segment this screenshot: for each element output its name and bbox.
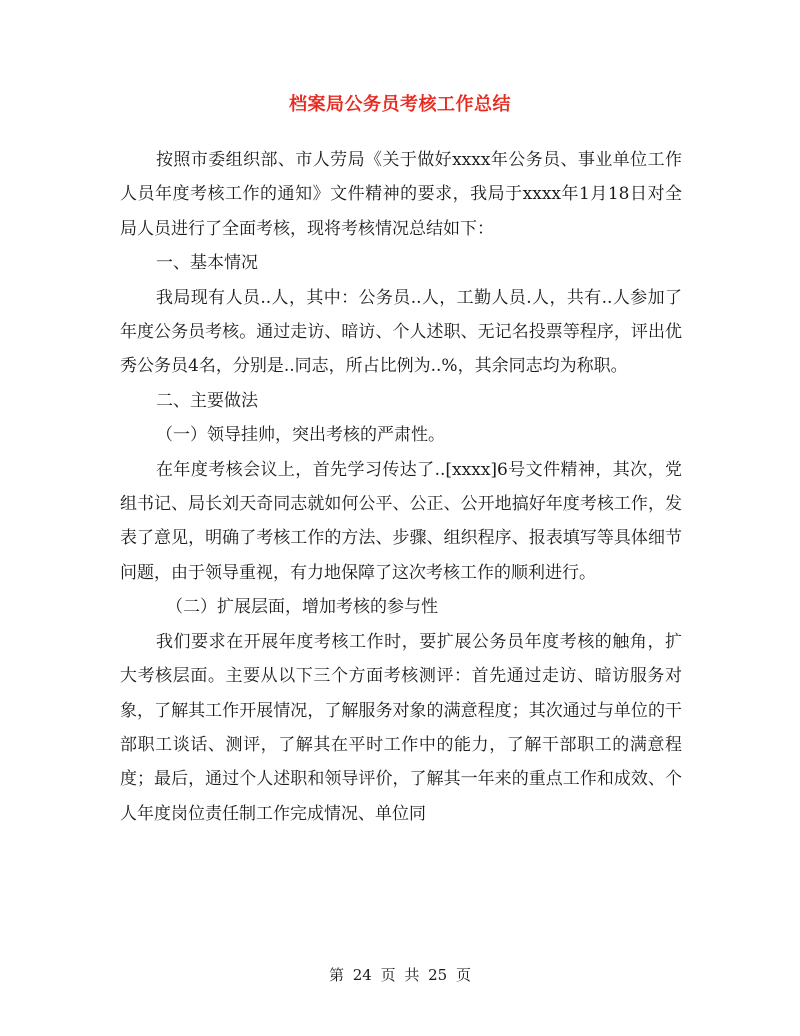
intro-paragraph: 按照市委组织部、市人劳局《关于做好xxxx年公务员、事业单位工作人员年度考核工作的通知》文件精神的要求，我局于xxxx年1月18日对全局人员进行了全面考核，现将考核情况总结如下： — [120, 150, 682, 239]
subsection-heading-expand-scope: （二）扩展层面，增加考核的参与性 — [166, 597, 438, 618]
section-heading-main-practices: 二、主要做法 — [156, 390, 258, 411]
expand-scope-paragraph: 我们要求在开展年度考核工作时，要扩展公务员年度考核的触角，扩大考核层面。主要从以下三个方面考核测评：首先通过走访、暗访服务对象，了解其工作开展情况，了解服务对象的满意程度；其次通过与单位的干部职工谈话、测评，了解其在平时工作中的能力，了解干部职工的满意程度；最后，通过个人述职和领导评价，了解其一年来的重点工作和成效、个人年度岗位责任制工作完成情况、单位同 — [120, 631, 682, 824]
page-number-footer: 第 24 页 共 25 页 — [328, 966, 471, 984]
leadership-paragraph: 在年度考核会议上，首先学习传达了..[xxxx]6号文件精神，其次，党组书记、局长刘天奇同志就如何公平、公正、公开地搞好年度考核工作，发表了意见，明确了考核工作的方法、步骤、组织程序、报表填写等具体细节问题，由于领导重视，有力地保障了这次考核工作的顺利进行。 — [120, 459, 682, 583]
document-body — [120, 143, 682, 831]
section-heading-basic-situation: 一、基本情况 — [156, 253, 258, 274]
subsection-heading-leadership: （一）领导挂帅，突出考核的严肃性。 — [156, 425, 445, 446]
document-title: 档案局公务员考核工作总结 — [289, 94, 511, 115]
basic-situation-paragraph: 我局现有人员..人，其中：公务员..人，工勤人员.人，共有..人参加了年度公务员考核。通过走访、暗访、个人述职、无记名投票等程序，评出优秀公务员4名，分别是..同志，所占比例为..%，其余同志均为称职。 — [120, 287, 682, 377]
